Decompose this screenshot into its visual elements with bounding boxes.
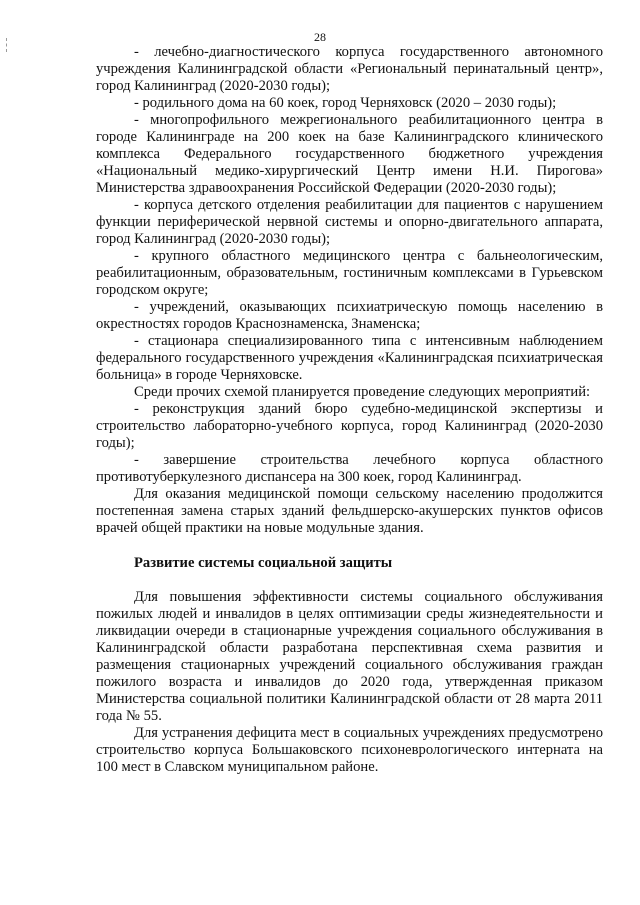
list-item: - реконструкция зданий бюро судебно-медицинской экспертизы и строительство лабораторно-учебного корпуса, город Калининград (2020-2030 годы); [96, 401, 603, 451]
list-item: - родильного дома на 60 коек, город Черняховск (2020 – 2030 годы); [134, 95, 557, 111]
list-item: - стационара специализированного типа с интенсивным наблюдением федерального государственного учреждения «Калининградская психиатрическая больница» в городе Черняховске. [96, 333, 603, 383]
list-item: - лечебно-диагностического корпуса государственного автономного учреждения Калининградской области «Региональный перинатальный центр», город Калининград (2020-2030 годы); [96, 44, 603, 94]
spacer [96, 572, 603, 589]
paragraph: Для повышения эффективности системы социального обслуживания пожилых людей и инвалидов в целях оптимизации среды жизнедеятельности и ликвидации очереди в стационарные учреждения социального обслуживания в Калининградской области разработана перспективная схема развития и размещения стационарных учреждений социального обслуживания граждан пожилого возраста и инвалидов до 2020 года, утвержденная приказом Министерства социальной политики Калининградской области от 28 марта 2011 года № 55. [96, 589, 603, 724]
spacer [96, 537, 603, 555]
list-item: - завершение строительства лечебного корпуса областного противотуберкулезного диспансера на 300 коек, город Калининград. [96, 452, 603, 485]
list-item: - учреждений, оказывающих психиатрическую помощь населению в окрестностях городов Краснознаменска, Знаменска; [96, 299, 603, 332]
document-body [96, 44, 603, 776]
list-item: - многопрофильного межрегионального реабилитационного центра в городе Калининграде на 200 коек на базе Калининградского клинического комплекса Федерального государственного бюджетного учреждения «Национальный медико-хирургический Центр имени Н.И. Пирогова» Министерства здравоохранения Российской Федерации (2020-2030 годы); [96, 112, 603, 196]
paragraph: Для устранения дефицита мест в социальных учреждениях предусмотрено строительство корпуса Большаковского психоневрологического интерната на 100 мест в Славском муниципальном районе. [96, 725, 603, 775]
paragraph: Среди прочих схемой планируется проведение следующих мероприятий: [134, 384, 591, 400]
section-heading: Развитие системы социальной защиты [134, 555, 393, 571]
list-item: - корпуса детского отделения реабилитации для пациентов с нарушением функции периферической нервной системы и опорно-двигательного аппарата, город Калининград (2020-2030 годы); [96, 197, 603, 247]
page-number: 28 [314, 30, 326, 44]
paragraph: Для оказания медицинской помощи сельскому населению продолжится постепенная замена старых зданий фельдшерско-акушерских пунктов офисов врачей общей практики на новые модульные здания. [96, 486, 603, 536]
list-item: - крупного областного медицинского центра с бальнеологическим, реабилитационным, образовательным, гостиничным комплексами в Гурьевском городском округе; [96, 248, 603, 298]
